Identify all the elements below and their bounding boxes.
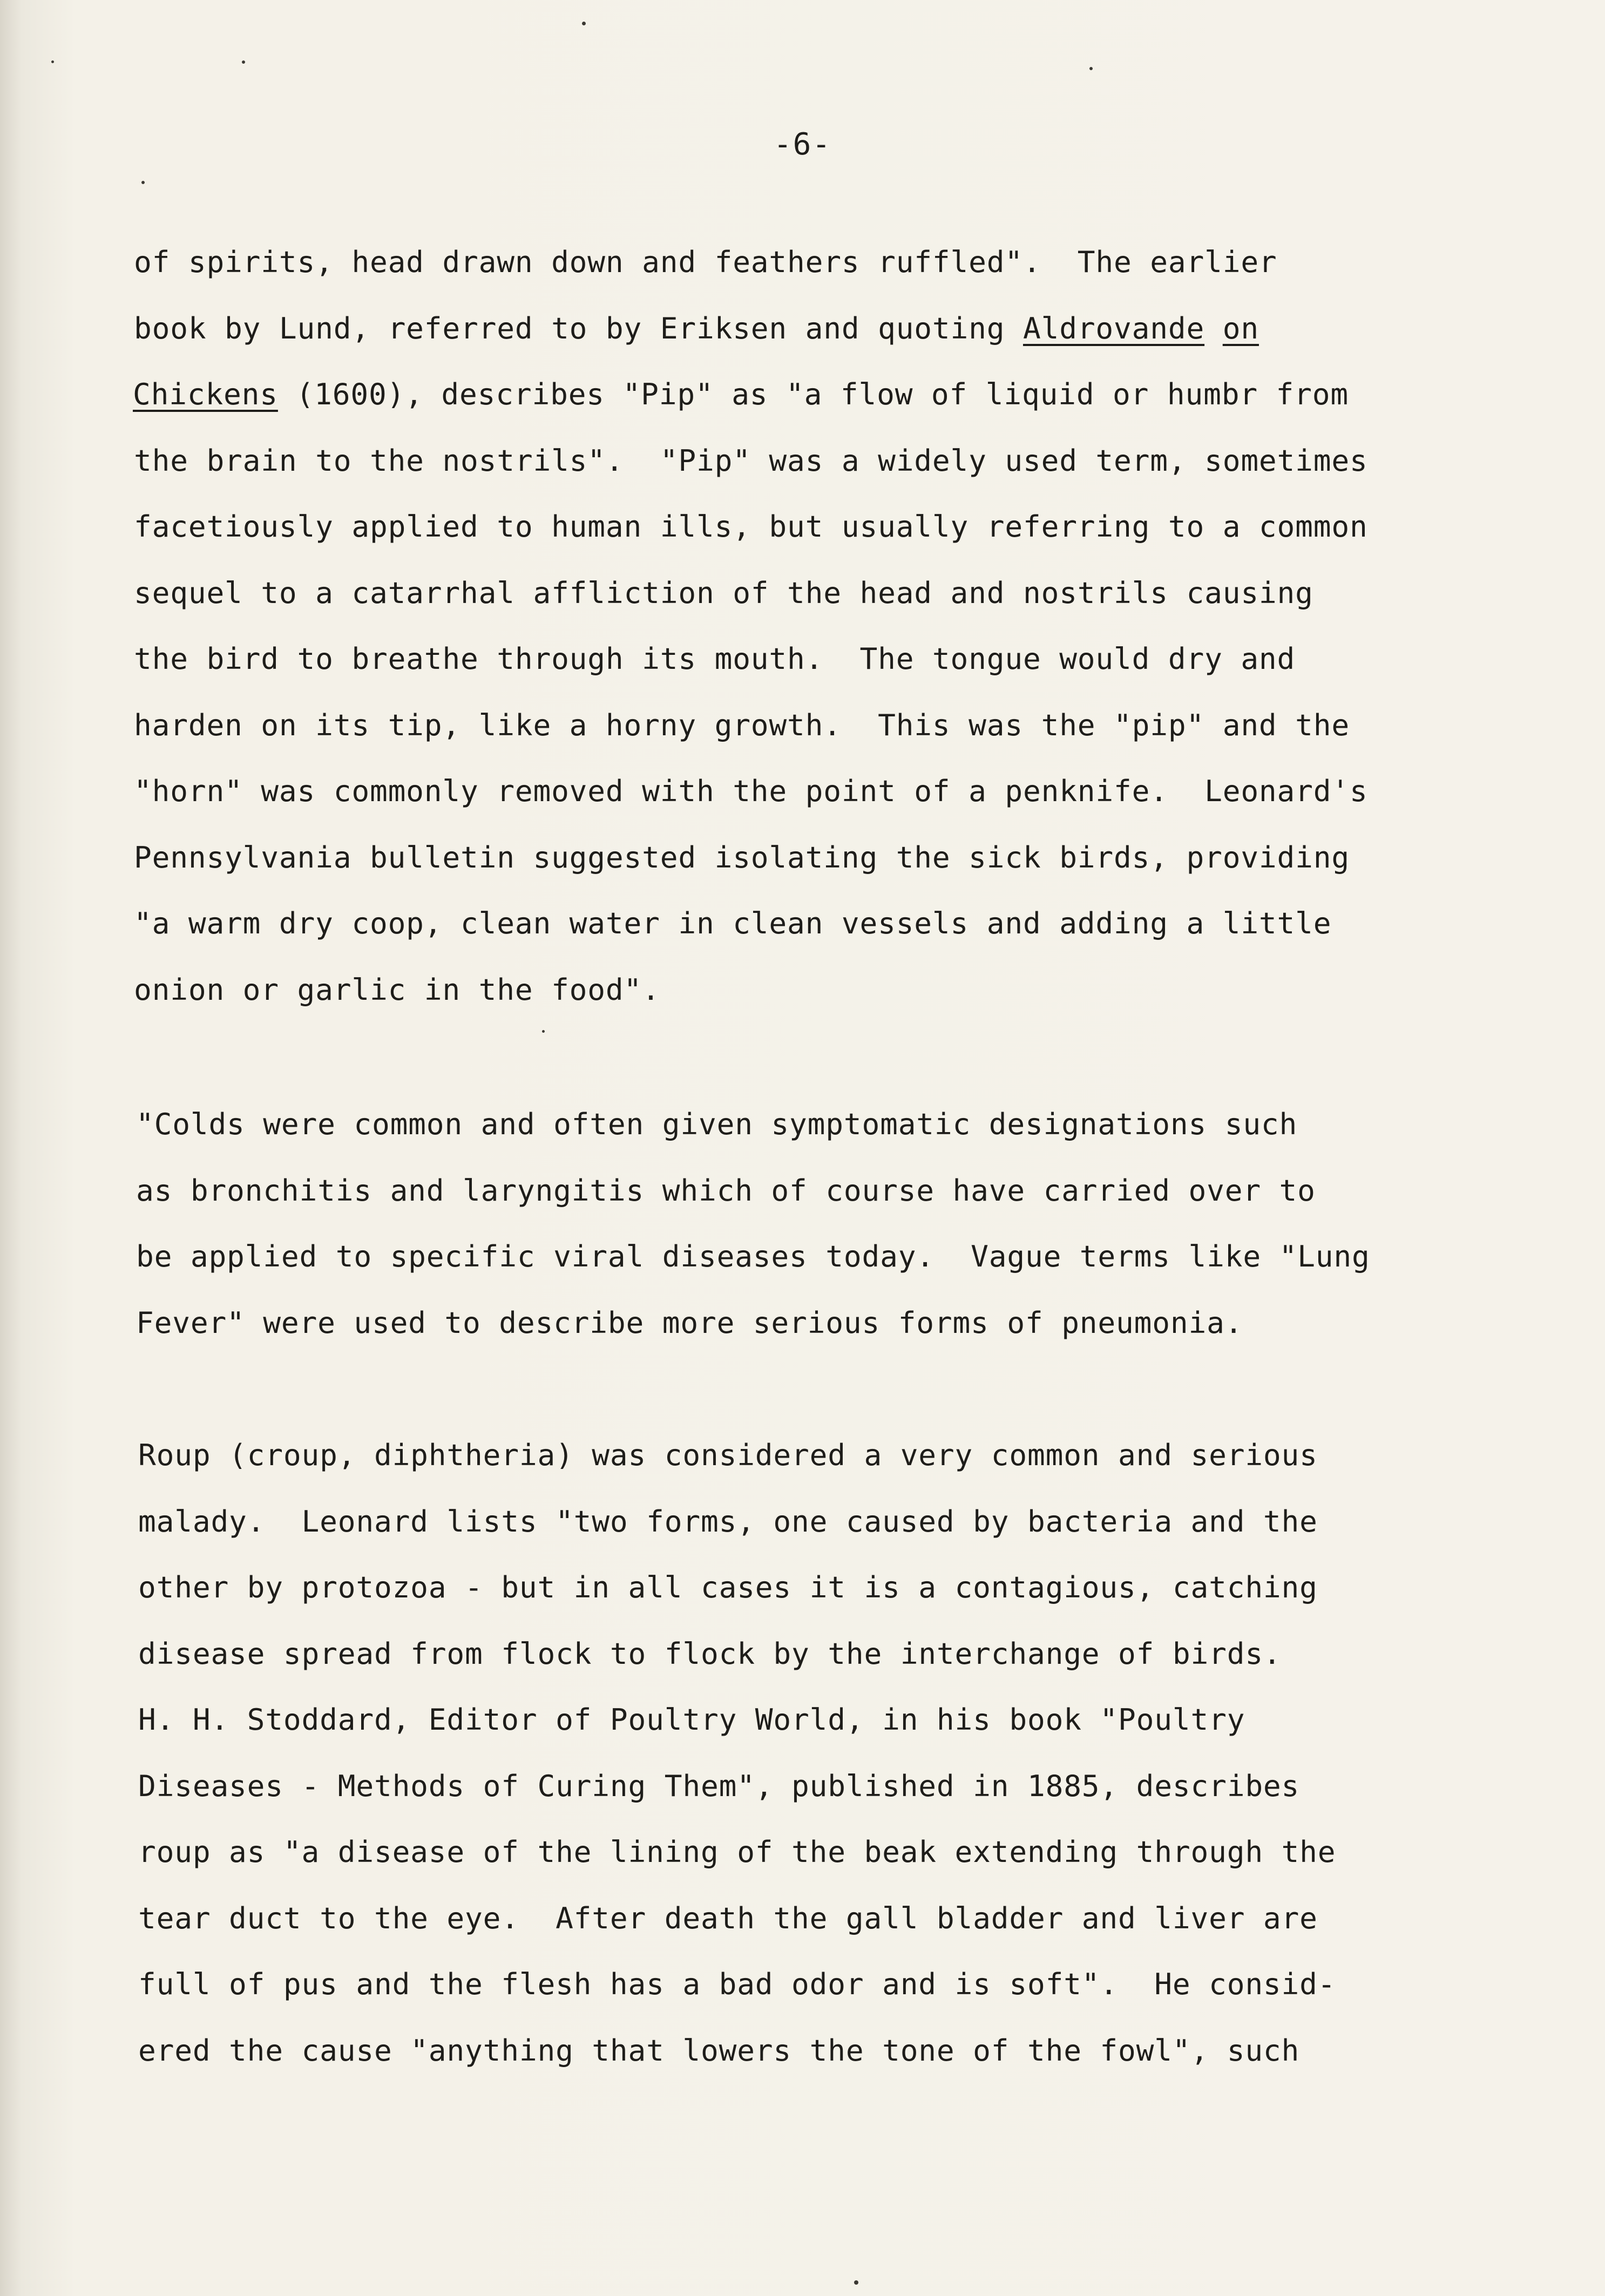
- text-line: [138, 1439, 1318, 1471]
- text-segment: disease spread from flock to flock by the interchange of birds.: [138, 1636, 1282, 1671]
- paper-speck: [51, 60, 54, 63]
- text-line: [138, 1703, 1245, 1736]
- text-line: [133, 378, 1349, 410]
- text-line: [134, 907, 1331, 939]
- text-line: [138, 1770, 1299, 1802]
- text-line: [134, 841, 1350, 873]
- text-line: [138, 1836, 1336, 1868]
- text-line: [138, 2034, 1299, 2067]
- page-number: -6-: [773, 127, 832, 162]
- text-segment: other by protozoa - but in all cases it is a contagious, catching: [138, 1570, 1318, 1604]
- text-segment: malady. Leonard lists "two forms, one caused by bacteria and the: [138, 1503, 1318, 1539]
- text-line: [134, 709, 1350, 741]
- underlined-title: Chickens: [133, 377, 278, 411]
- text-line: [138, 1637, 1282, 1670]
- text-line: [136, 1306, 1243, 1339]
- text-segment: "a warm dry coop, clean water in clean vessels and adding a little: [134, 906, 1332, 940]
- text-line: [136, 1108, 1297, 1140]
- text-segment: the bird to breathe through its mouth. The tongue would dry and: [134, 641, 1296, 676]
- text-segment: full of pus and the flesh has a bad odor and is soft". He consid-: [138, 1967, 1336, 2001]
- text-segment: Pennsylvania bulletin suggested isolating the sick birds, providing: [134, 839, 1350, 875]
- text-segment: "horn" was commonly removed with the point of a penknife. Leonard's: [134, 774, 1368, 808]
- text-line: [138, 1968, 1336, 2000]
- paper-speck: [141, 181, 145, 184]
- text-segment: Diseases - Methods of Curing Them", published in 1885, describes: [138, 1768, 1300, 1803]
- text-line: [134, 775, 1368, 807]
- text-segment: Fever" were used to describe more serious forms of pneumonia.: [136, 1305, 1243, 1340]
- text-line: [134, 973, 660, 1006]
- paper-speck: [582, 22, 586, 25]
- text-line: [138, 1902, 1318, 1934]
- text-line: [136, 1174, 1316, 1207]
- text-segment: ered the cause "anything that lowers the tone of the fowl", such: [138, 2033, 1300, 2068]
- text-segment: as bronchitis and laryngitis which of course have carried over to: [136, 1173, 1316, 1208]
- text-segment: onion or garlic in the food".: [134, 972, 660, 1007]
- text-segment: [1204, 311, 1223, 346]
- text-line: [138, 1571, 1318, 1603]
- text-line: [134, 444, 1368, 477]
- text-segment: harden on its tip, like a horny growth. This was the "pip" and the: [134, 707, 1350, 742]
- text-segment: of spirits, head drawn down and feathers ruffled". The earlier: [134, 245, 1277, 279]
- text-line: [134, 577, 1313, 609]
- underlined-title: Aldrovande: [1022, 310, 1205, 346]
- paper-speck: [1089, 67, 1093, 70]
- text-line: [134, 246, 1277, 278]
- text-segment: roup as "a disease of the lining of the beak extending through the: [138, 1834, 1336, 1869]
- text-segment: facetiously applied to human ills, but usually referring to a common: [134, 509, 1368, 544]
- text-line: [134, 510, 1368, 543]
- text-segment: Roup (croup, diphtheria) was considered a very common and serious: [138, 1438, 1318, 1472]
- text-segment: "Colds were common and often given symptomatic designations such: [136, 1107, 1298, 1141]
- text-segment: tear duct to the eye. After death the gall bladder and liver are: [138, 1900, 1318, 1935]
- text-segment: (1600), describes "Pip" as "a flow of liquid or humbr from: [277, 377, 1349, 411]
- text-line: [134, 642, 1295, 675]
- underlined-title: on: [1222, 310, 1259, 346]
- paper-speck: [242, 60, 245, 64]
- text-line: [138, 1505, 1318, 1538]
- paper-speck: [542, 1030, 545, 1033]
- paper-speck: [854, 2280, 858, 2285]
- text-segment: H. H. Stoddard, Editor of Poultry World, in his book "Poultry: [138, 1702, 1245, 1737]
- text-segment: be applied to specific viral diseases today. Vague terms like "Lung: [136, 1239, 1370, 1274]
- text-segment: the brain to the nostrils". "Pip" was a widely used term, sometimes: [134, 443, 1368, 478]
- text-line: [136, 1240, 1370, 1272]
- text-line: [134, 312, 1259, 344]
- text-segment: book by Lund, referred to by Eriksen and quoting: [134, 310, 1023, 346]
- text-segment: sequel to a catarrhal affliction of the head and nostrils causing: [134, 575, 1313, 610]
